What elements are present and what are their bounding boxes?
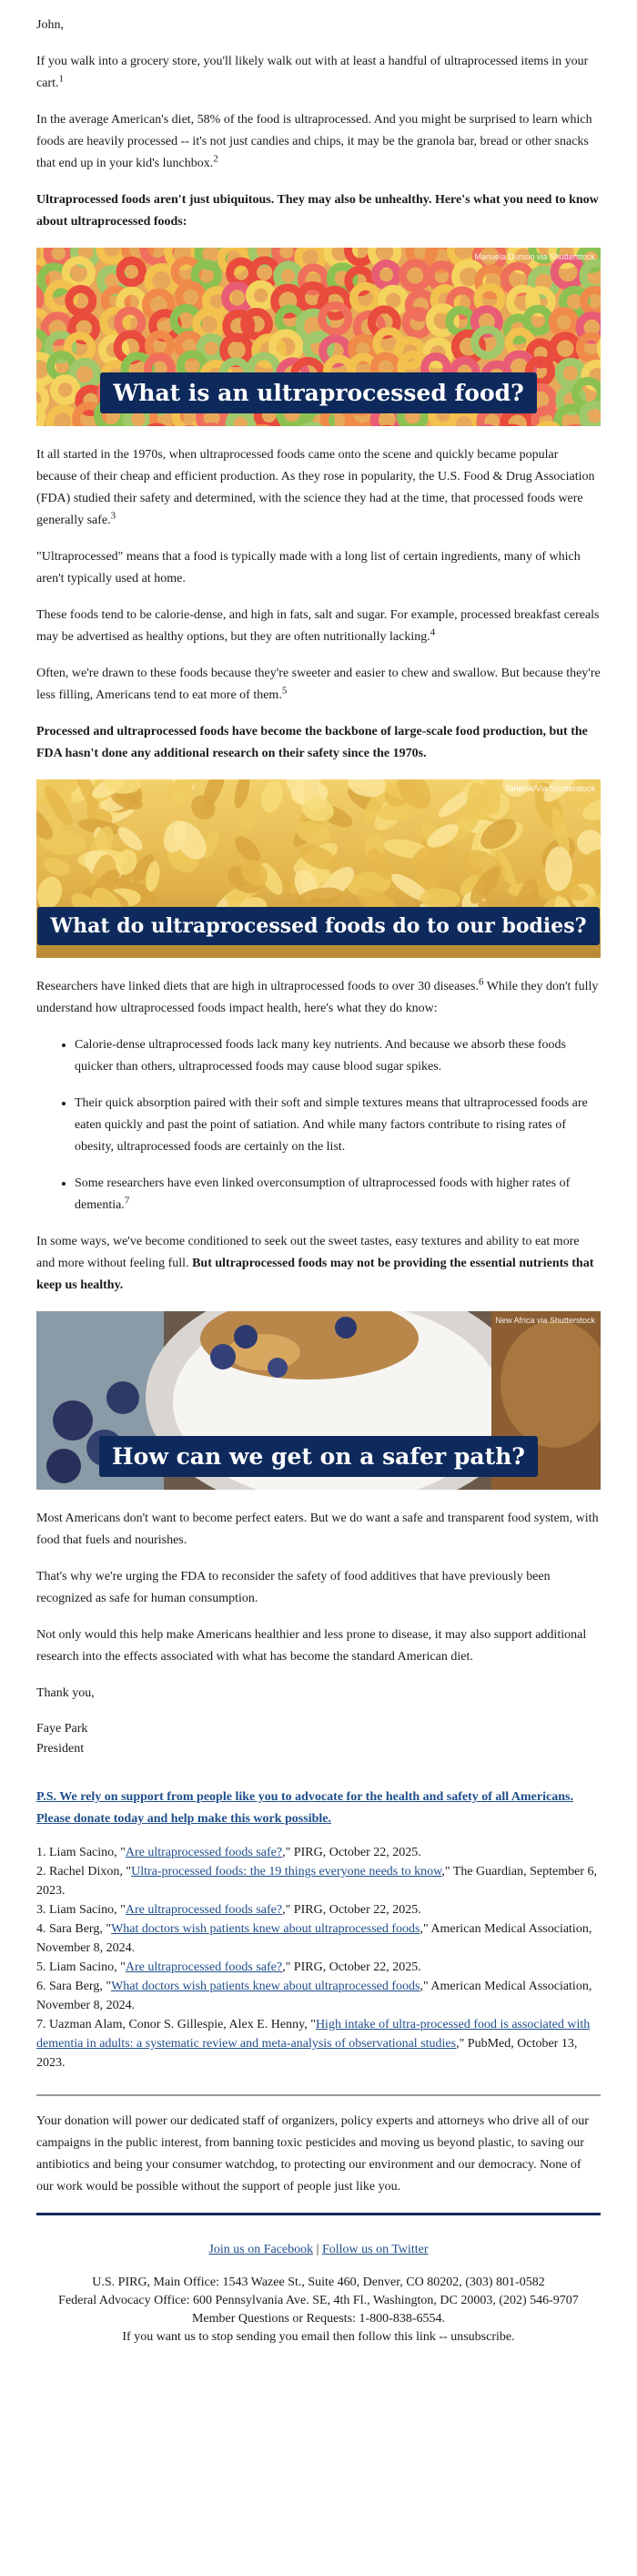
footer [36, 2241, 601, 2347]
reference-item [36, 1958, 601, 1977]
section1-text-1: It all started in the 1970s, when ultraprocessed foods came onto the scene and quickly became popular because of their cheap and efficient production. As they rose in popularity, the U.S. Food & Drug Association (FDA) studied their safety and determined, with the science they had at the time, that processed foods were generally safe. [36, 448, 595, 527]
reference-item [36, 1862, 601, 1900]
section3-paragraph-2: That's why we're urging the FDA to reconsider the safety of food additives that have previously been recognized as safe for human consumption. [36, 1570, 551, 1605]
divider [36, 2094, 601, 2096]
email-body [36, 0, 601, 2356]
reference-citation: 3. Liam Sacino, " [36, 1903, 126, 1917]
section2-text-2: In some ways, we've become conditioned to seek out the sweet tastes, easy textures and ability to eat more and more without feeling full. [36, 1235, 580, 1270]
cereal-image [36, 248, 601, 426]
reference-source: ," American Medical Association, November 8, 2024. [36, 1980, 592, 2012]
section1-paragraph-1 [36, 444, 601, 532]
reference-link[interactable]: What doctors wish patients knew about ultraprocessed foods [111, 1980, 420, 1993]
member-questions: Member Questions or Requests: 1-800-838-6554. [191, 2312, 446, 2326]
chips-image [36, 779, 601, 958]
federal-office-address: Federal Advocacy Office: 600 Pennsylvania Ave. SE, 4th Fl., Washington, DC 20003, (202) 546-9707 [58, 2294, 579, 2307]
reference-link[interactable]: High intake of ultra-processed food is associated with dementia in adults: a systematic review and meta-analysis of observational studies [36, 2018, 591, 2051]
section1-paragraph-5: Processed and ultraprocessed foods have become the backbone of large-scale food production, but the FDA hasn't done any additional research on their safety since the 1970s. [36, 725, 588, 760]
section1-text-4: Often, we're drawn to these foods because they're sweeter and easier to chew and swallow. But because they're less filling, Americans tend to eat more of them. [36, 667, 601, 702]
reference-item [36, 1843, 601, 1862]
section2-paragraph-1 [36, 976, 601, 1020]
greeting: John, [36, 18, 64, 32]
section1-text-3: These foods tend to be calorie-dense, and high in fats, salt and sugar. For example, processed breakfast cereals may be advertised as healthy options, but they are often nutritionally lacking. [36, 608, 600, 644]
reference-citation: 5. Liam Sacino, " [36, 1960, 126, 1974]
yogurt-image [36, 1311, 601, 1490]
image-credit: Tarlenik/Via Shutterstock [505, 784, 595, 793]
ps-donate-link[interactable]: P.S. We rely on support from people like you to advocate for the health and safety of all Americans. Please donate today and help make this work possible. [36, 1790, 573, 1826]
reference-source: ," American Medical Association, November 8, 2024. [36, 1922, 592, 1955]
intro-paragraph-2 [36, 109, 601, 175]
section-heading: What do ultraprocessed foods do to our bodies? [37, 907, 599, 945]
reference-link[interactable]: Ultra-processed foods: the 19 things everyone needs to know [131, 1865, 442, 1879]
image-credit: Manuela Durson via Shutterstock [474, 252, 595, 261]
reference-citation: 4. Sara Berg, " [36, 1922, 112, 1936]
main-office-address: U.S. PIRG, Main Office: 1543 Wazee St., Suite 460, Denver, CO 80202, (303) 801-0582 [92, 2276, 545, 2289]
reference-source: ," PIRG, October 22, 2025. [282, 1903, 421, 1917]
reference-citation: 2. Rachel Dixon, " [36, 1865, 132, 1879]
reference-item [36, 1977, 601, 2015]
section2-paragraph-2 [36, 1231, 601, 1297]
section-heading: What is an ultraprocessed food? [100, 372, 537, 413]
references-list [36, 1843, 601, 2072]
reference-link[interactable]: Are ultraprocessed foods safe? [125, 1846, 283, 1859]
reference-source: ," PIRG, October 22, 2025. [282, 1960, 421, 1974]
signature [36, 1719, 601, 1759]
footer-divider [36, 2213, 601, 2215]
section1-paragraph-4 [36, 663, 601, 707]
section-heading-banner [36, 907, 601, 945]
list-item-text: Some researchers have even linked overconsumption of ultraprocessed foods with higher rates of dementia. [75, 1176, 571, 1212]
list-item [75, 1173, 601, 1217]
list-item: • Their quick absorption paired with their soft and simple textures means that ultraprocessed foods are eaten quickly and past the point of satiation. And while many factors contribute to rising rates of obesity, ultraprocessed foods are certainly on the list. [75, 1093, 601, 1158]
footnote-ref: 6 [478, 976, 484, 988]
footnote-ref: 4 [430, 626, 436, 638]
footnote-ref: 7 [124, 1195, 130, 1207]
section3-paragraph-3: Not only would this help make Americans healthier and less prone to disease, it may also support additional research into the effects associated with what has become the standard American diet. [36, 1628, 587, 1664]
ps-paragraph [36, 1787, 601, 1830]
reference-link[interactable]: What doctors wish patients knew about ultraprocessed foods [111, 1922, 420, 1936]
signer-name: Faye Park [36, 1722, 88, 1736]
donation-note: Your donation will power our dedicated staff of organizers, policy experts and attorneys who drive all of our campaigns in the public interest, from banning toxic pesticides and moving us beyond plastic, to saving our antibiotics and being your consumer watchdog, to protecting our environment and our democracy. None of our work would be possible without the support of people just like you. [36, 2114, 589, 2194]
image-credit: New Africa via Shutterstock [495, 1316, 595, 1325]
social-links [36, 2241, 601, 2259]
section2-text-2-bold: But ultraprocessed foods may not be providing the essential nutrients that keep us healthy. [36, 1257, 594, 1292]
list-item: • Calorie-dense ultraprocessed foods lack many key nutrients. And because we absorb these foods quicker than others, ultraprocessed foods may cause blood sugar spikes. [75, 1034, 601, 1078]
reference-item [36, 2015, 601, 2072]
closing-thanks: Thank you, [36, 1686, 95, 1700]
section-heading-banner [36, 372, 601, 413]
intro-text-2: In the average American's diet, 58% of the food is ultraprocessed. And you might be surprised to learn which foods are heavily processed -- it's not just candies and chips, it may be the granola bar, bread or other snacks that end up in your kid's lunchbox. [36, 113, 592, 170]
reference-item [36, 1900, 601, 1919]
signer-title: President [36, 1742, 85, 1756]
section-heading-banner [36, 1436, 601, 1477]
reference-link[interactable]: Are ultraprocessed foods safe? [125, 1903, 283, 1917]
footnote-ref: 2 [213, 153, 218, 165]
section3-paragraph-1: Most Americans don't want to become perfect eaters. But we do want a safe and transparent food system, with food that fuels and nourishes. [36, 1512, 599, 1547]
reference-citation: 6. Sara Berg, " [36, 1980, 112, 1993]
reference-item [36, 1919, 601, 1958]
reference-link[interactable]: Are ultraprocessed foods safe? [125, 1960, 283, 1974]
footnote-ref: 5 [281, 685, 288, 697]
twitter-link[interactable]: Follow us on Twitter [321, 2243, 429, 2256]
reference-citation: 1. Liam Sacino, " [36, 1846, 126, 1859]
reference-source: ," PIRG, October 22, 2025. [282, 1846, 421, 1859]
footnote-ref: 3 [110, 510, 116, 522]
section2-text-1-cont: While they don't fully understand how ultraprocessed foods impact health, here's what they do know: [36, 980, 599, 1015]
section1-paragraph-3 [36, 605, 601, 648]
reference-source: ," The Guardian, September 6, 2023. [36, 1865, 598, 1898]
footnote-ref: 1 [58, 73, 64, 85]
intro-paragraph-3: Ultraprocessed foods aren't just ubiquitous. They may also be unhealthy. Here's what you need to know about ultraprocessed foods: [36, 193, 599, 229]
facebook-link[interactable]: Join us on Facebook [208, 2243, 314, 2256]
reference-source: ," PubMed, October 13, 2023. [36, 2037, 578, 2070]
section-heading: How can we get on a safer path? [99, 1436, 538, 1477]
intro-paragraph-1 [36, 51, 601, 95]
section2-text-1: Researchers have linked diets that are high in ultraprocessed foods to over 30 diseases. [36, 980, 479, 993]
unsubscribe-text[interactable]: If you want us to stop sending you email then follow this link -- unsubscribe. [122, 2330, 515, 2344]
reference-citation: 7. Uazman Alam, Conor S. Gillespie, Alex E. Henny, " [36, 2018, 316, 2031]
effects-list [36, 1034, 601, 1217]
section1-paragraph-2: "Ultraprocessed" means that a food is typically made with a long list of certain ingredients, many of which aren't typically used at home. [36, 550, 581, 585]
intro-text-1: If you walk into a grocery store, you'll likely walk out with at least a handful of ultraprocessed items in your cart. [36, 55, 589, 90]
link-separator: | [313, 2243, 322, 2256]
